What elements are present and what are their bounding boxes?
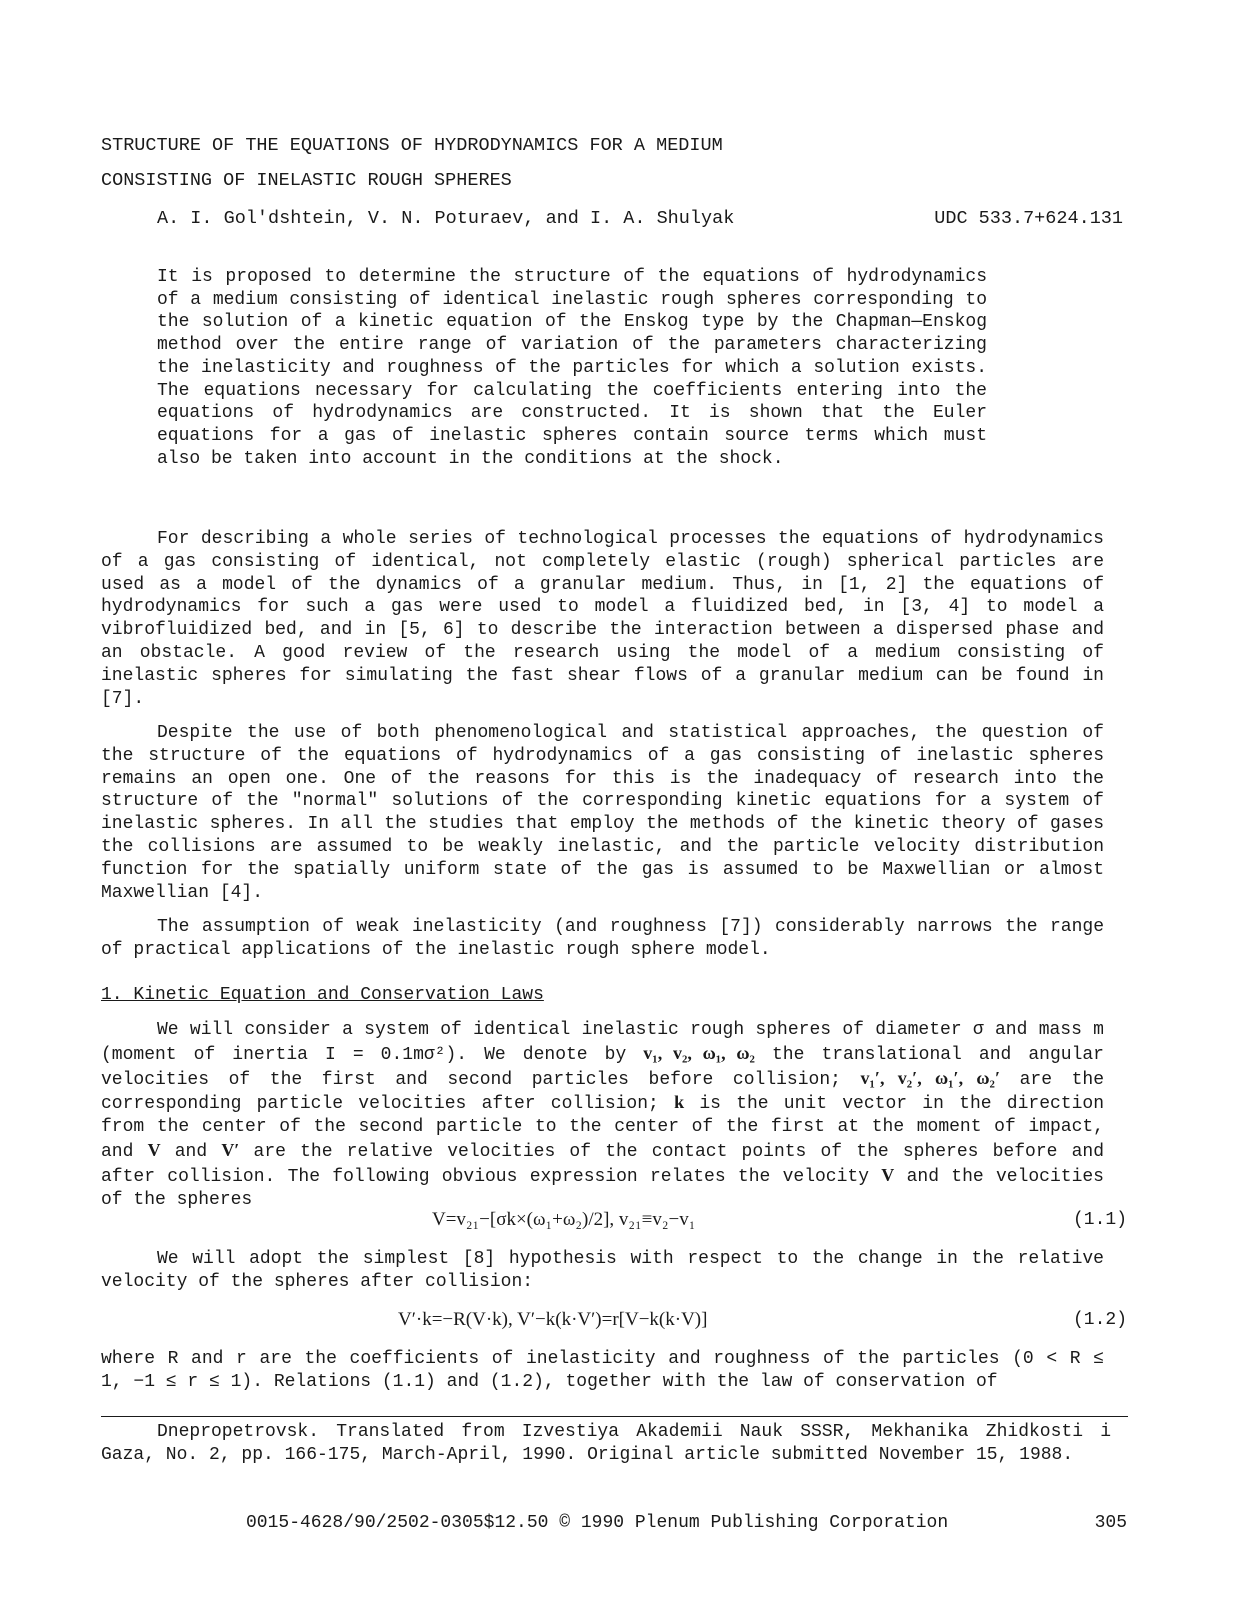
paragraph-text: For describing a whole series of technological processes the equations of hydrodynamics of a gas consisting of identical, not completely elastic (rough) spherical particles are used as a model of the dynamics of a granular medium. Thus, in [1, 2] the equations of hydrodynamics for such a gas were used to model a fluidized bed, in [3, 4] to model a vibrofluidized bed, and in [5, 6] to describe the interaction between a dispersed phase and an obstacle. A good review of the research using the model of a medium consisting of inelastic spheres for simulating the fast shear flows of a granular medium can be found in [7]. [101, 529, 1104, 709]
section-heading: 1. Kinetic Equation and Conservation Laws [101, 985, 544, 1005]
title-line-2: CONSISTING OF INELASTIC ROUGH SPHERES [101, 170, 512, 191]
math-symbol: V′ [221, 1139, 240, 1160]
body-paragraph-5 [101, 1248, 1104, 1294]
footnote [101, 1421, 1111, 1467]
footnote-text: Dnepropetrovsk. Translated from Izvestiya Akademii Nauk SSSR, Mekhanika Zhidkosti i Gaza, No. 2, pp. 166-175, March-April, 1990. Original article submitted November 15, 1988. [101, 1422, 1111, 1465]
body-paragraph-2 [101, 722, 1104, 904]
paragraph-text: where R and r are the coefficients of inelasticity and roughness of the particles (0 < R ≤ 1, −1 ≤ r ≤ 1). Relations (1.1) and (1.2), together with the law of conservation of [101, 1349, 1104, 1392]
abstract: It is proposed to determine the structure of the equations of hydrodynamics of a medium consisting of identical inelastic rough spheres corresponding to the solution of a kinetic equation of the Enskog type by the Chapman—Enskog method over the entire range of variation of the parameters characterizing the inelasticity and roughness of the particles for which a solution exists. The equations necessary for calculating the coefficients entering into the equations of hydrodynamics are constructed. It is shown that the Euler equations for a gas of inelastic spheres contain source terms which must also be taken into account in the conditions at the shock. [157, 267, 987, 469]
paragraph-text: Despite the use of both phenomenological and statistical approaches, the question of the structure of the equations of hydrodynamics of a gas consisting of inelastic spheres remains an open one. One of the reasons for this is the inadequacy of research into the structure of the "normal" solutions of the corresponding kinetic equations for a system of inelastic spheres. In all the studies that employ the methods of the kinetic theory of gases the collisions are assumed to be weakly inelastic, and the particle velocity distribution function for the spatially uniform state of the gas is assumed to be Maxwellian or almost Maxwellian [4]. [101, 723, 1104, 903]
text-run: and the velocities of the spheres [101, 1166, 1104, 1210]
authors: A. I. Gol'dshtein, V. N. Poturaev, and I. A. Shulyak [157, 208, 735, 229]
equation-1-1: V=v₂₁−[σk×(ω₁+ω₂)/2], v₂₁≡v₂−v₁ [432, 1209, 696, 1230]
body-paragraph-1 [101, 528, 1104, 710]
math-symbol: V [147, 1139, 161, 1160]
equation-number-1-1: (1.1) [1072, 1210, 1127, 1230]
copyright-line: 0015-4628/90/2502-0305$12.50 © 1990 Plenum Publishing Corporation [246, 1513, 949, 1533]
title-line-1: STRUCTURE OF THE EQUATIONS OF HYDRODYNAMICS FOR A MEDIUM [101, 135, 723, 156]
equation-1-2: V′·k=−R(V·k), V′−k(k·V′)=r[V−k(k·V)] [398, 1309, 708, 1330]
paper-title [101, 128, 1001, 198]
equation-number-1-2: (1.2) [1072, 1310, 1127, 1330]
text-run: is the unit vector in the direction from the center of the second particle to the center of the first at the moment of impact, and [101, 1094, 1105, 1162]
math-symbol: V [881, 1164, 895, 1185]
math-symbols: v₁, v₂, ω₁, ω₂ [643, 1042, 755, 1063]
body-paragraph-6 [101, 1348, 1104, 1394]
paragraph-text: The assumption of weak inelasticity (and roughness [7]) considerably narrows the range of practical applications of the inelastic rough sphere model. [101, 917, 1104, 960]
text-run: are the corresponding particle velocities after collision; [101, 1069, 1105, 1115]
paragraph-text: We will adopt the simplest [8] hypothesis with respect to the change in the relative velocity of the spheres after collision: [101, 1249, 1104, 1292]
udc-code: UDC 533.7+624.131 [934, 208, 1123, 229]
text-run: We will consider a system of identical inelastic rough spheres of diameter σ and mass m (moment of inertia I = 0.1mσ²). We denote by [101, 1020, 1104, 1065]
body-paragraph-3 [101, 916, 1104, 962]
math-symbols: v₁′, v₂′, ω₁′, ω₂′ [860, 1067, 1001, 1088]
footnote-divider [101, 1416, 1128, 1417]
text-run: the translational and angular velocities of the first and second particles before collision; [101, 1044, 1104, 1090]
text-run: and [160, 1141, 222, 1162]
math-symbol: k [674, 1092, 685, 1113]
text-run: are the relative velocities of the contact points of the spheres before and after collision. The following obvious expression relates the velocity [101, 1141, 1104, 1187]
paragraph-text [101, 1019, 1104, 1211]
page-number: 305 [1094, 1513, 1127, 1533]
body-paragraph-4 [101, 1019, 1104, 1211]
